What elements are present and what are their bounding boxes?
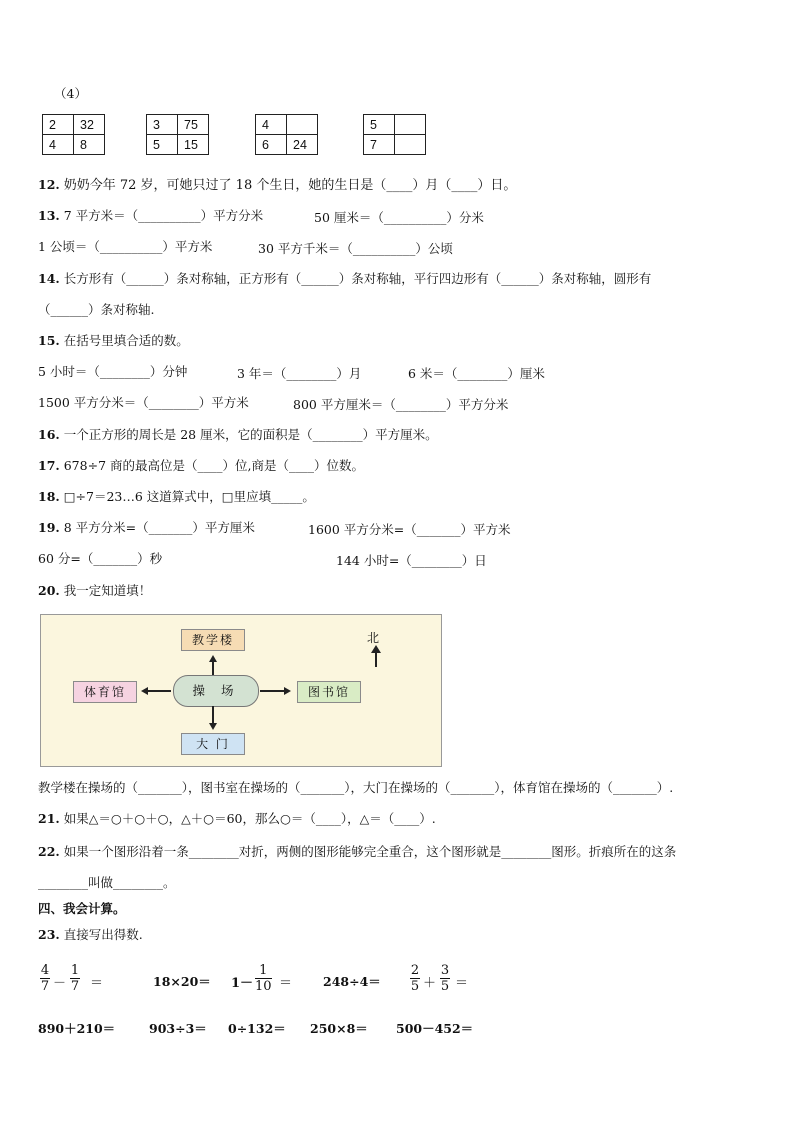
question-text: 8 平方分米=（_______）平方厘米: [63, 520, 255, 535]
question-number: 16.: [38, 427, 60, 442]
question-number: 20.: [38, 583, 60, 598]
q14-line2: （______）条对称轴.: [38, 302, 155, 317]
fraction: 1 10: [255, 963, 272, 994]
grid-cell: [395, 135, 426, 155]
grid-3: [255, 114, 318, 155]
map-gym: 体育馆: [73, 681, 137, 703]
grid-cell: 2: [43, 115, 74, 135]
question-12: [38, 177, 516, 194]
question-text: □÷7＝23…6 这道算式中，□里应填_____。: [63, 489, 315, 504]
q13-c: 1 公顷＝（__________）平方米: [38, 239, 213, 254]
section-title: 四、我会计算。: [38, 901, 126, 916]
question-text: 如果一个图形沿着一条________对折，两侧的图形能够完全重合，这个图形就是________图形。折痕所在的这条: [63, 844, 677, 859]
question-18: [38, 489, 315, 505]
fraction: 2 5: [410, 963, 420, 994]
north-arrow-icon: [371, 645, 381, 653]
question-number: 13.: [38, 208, 60, 223]
grid-cell: [395, 115, 426, 135]
grid-2: [146, 114, 209, 155]
fraction: 4 7: [40, 963, 50, 994]
question-22: [38, 844, 676, 860]
north-label: 北: [367, 631, 380, 645]
q11-label: （4）: [54, 86, 87, 101]
grid-cell: 75: [178, 115, 209, 135]
question-21: [38, 811, 436, 827]
question-23: [38, 927, 143, 943]
question-text: 在括号里填合适的数。: [63, 333, 189, 348]
arrow-down-line: [212, 706, 214, 724]
grid-cell: 5: [147, 135, 178, 155]
campus-map: [40, 614, 442, 767]
calc-expression: 18×20＝: [153, 974, 211, 989]
fraction: 1 7: [70, 963, 80, 994]
question-text: 7 平方米＝（__________）平方分米: [63, 208, 264, 223]
grid-cell: 8: [74, 135, 105, 155]
question-number: 19.: [38, 520, 60, 535]
north-arrow-line: [375, 651, 377, 667]
q13-b: 50 厘米＝（__________）分米: [314, 210, 484, 225]
calc-expression: 903÷3＝: [149, 1021, 207, 1036]
question-text: 奶奶今年 72 岁，可她只过了 18 个生日，她的生日是（____）月（____）日。: [63, 178, 517, 193]
q19-b: 1600 平方分米=（_______）平方米: [308, 522, 511, 537]
question-13: [38, 208, 263, 224]
map-teaching-building: 教学楼: [181, 629, 245, 651]
question-17: [38, 458, 364, 474]
q13-d: 30 平方千米＝（__________）公顷: [258, 241, 453, 256]
equals: ＝: [279, 976, 293, 991]
question-text: 我一定知道填！: [63, 583, 152, 598]
question-number: 21.: [38, 811, 60, 826]
question-number: 12.: [38, 177, 60, 192]
question-number: 18.: [38, 489, 60, 504]
q15-c: 6 米＝（________）厘米: [408, 366, 545, 381]
grid-cell: 3: [147, 115, 178, 135]
q15-d: 1500 平方分米＝（________）平方米: [38, 395, 249, 410]
q15-a: 5 小时＝（________）分钟: [38, 364, 188, 379]
q19-c: 60 分=（_______）秒: [38, 551, 163, 566]
question-number: 22.: [38, 844, 60, 859]
calc-expression: 250×8＝: [310, 1021, 368, 1036]
grid-cell: 24: [287, 135, 318, 155]
grid-cell: 4: [43, 135, 74, 155]
arrow-down-icon: [209, 723, 217, 730]
question-15: [38, 333, 189, 349]
equals: ＝: [90, 976, 104, 991]
grid-cell: 5: [364, 115, 395, 135]
map-gate: 大 门: [181, 733, 245, 755]
arrow-up-icon: [209, 655, 217, 662]
arrow-right-icon: [284, 687, 291, 695]
grid-1: [42, 114, 105, 155]
q19-d: 144 小时=（________）日: [336, 553, 487, 568]
q15-e: 800 平方厘米＝（________）平方分米: [293, 397, 509, 412]
question-number: 23.: [38, 927, 60, 942]
fraction: 3 5: [440, 963, 450, 994]
calc-expression: 890＋210＝: [38, 1021, 116, 1036]
question-text: 长方形有（______）条对称轴，正方形有（______）条对称轴，平行四边形有（______）条对称轴，圆形有: [63, 271, 652, 286]
grid-cell: 15: [178, 135, 209, 155]
question-19: [38, 520, 255, 536]
calc-expression: 500－452＝: [396, 1021, 474, 1036]
q20-answer: 教学楼在操场的（_______），图书室在操场的（_______），大门在操场的（_______），体育馆在操场的（_______）.: [38, 780, 674, 795]
question-text: 直接写出得数.: [63, 927, 143, 942]
question-text: 678÷7 商的最高位是（____）位,商是（____）位数。: [63, 458, 364, 473]
question-number: 17.: [38, 458, 60, 473]
grid-4: [363, 114, 426, 155]
grid-cell: 32: [74, 115, 105, 135]
arrow-right-line: [260, 690, 284, 692]
map-library: 图书馆: [297, 681, 361, 703]
question-text: 如果△＝○＋○＋○，△＋○＝60，那么○＝（____），△＝（____）.: [63, 811, 436, 826]
question-number: 14.: [38, 271, 60, 286]
question-14: [38, 271, 651, 287]
grid-cell: 4: [256, 115, 287, 135]
calc-expression: 0÷132＝: [228, 1021, 286, 1036]
arrow-left-icon: [141, 687, 148, 695]
q15-b: 3 年＝（________）月: [237, 366, 362, 381]
question-text: 一个正方形的周长是 28 厘米，它的面积是（________）平方厘米。: [63, 427, 438, 442]
arrow-left-line: [147, 690, 171, 692]
operator: －: [53, 976, 67, 991]
question-20: [38, 583, 151, 599]
grid-cell: 6: [256, 135, 287, 155]
map-playground: 操 场: [173, 675, 259, 707]
question-number: 15.: [38, 333, 60, 348]
q22-line2: ________叫做________。: [38, 875, 176, 890]
question-16: [38, 427, 438, 443]
calc-expression-prefix: 1－: [231, 976, 254, 991]
grid-cell: 7: [364, 135, 395, 155]
operator: ＋: [423, 976, 437, 991]
equals: ＝: [455, 976, 469, 991]
grid-cell: [287, 115, 318, 135]
calc-expression: 248÷4＝: [323, 974, 381, 989]
